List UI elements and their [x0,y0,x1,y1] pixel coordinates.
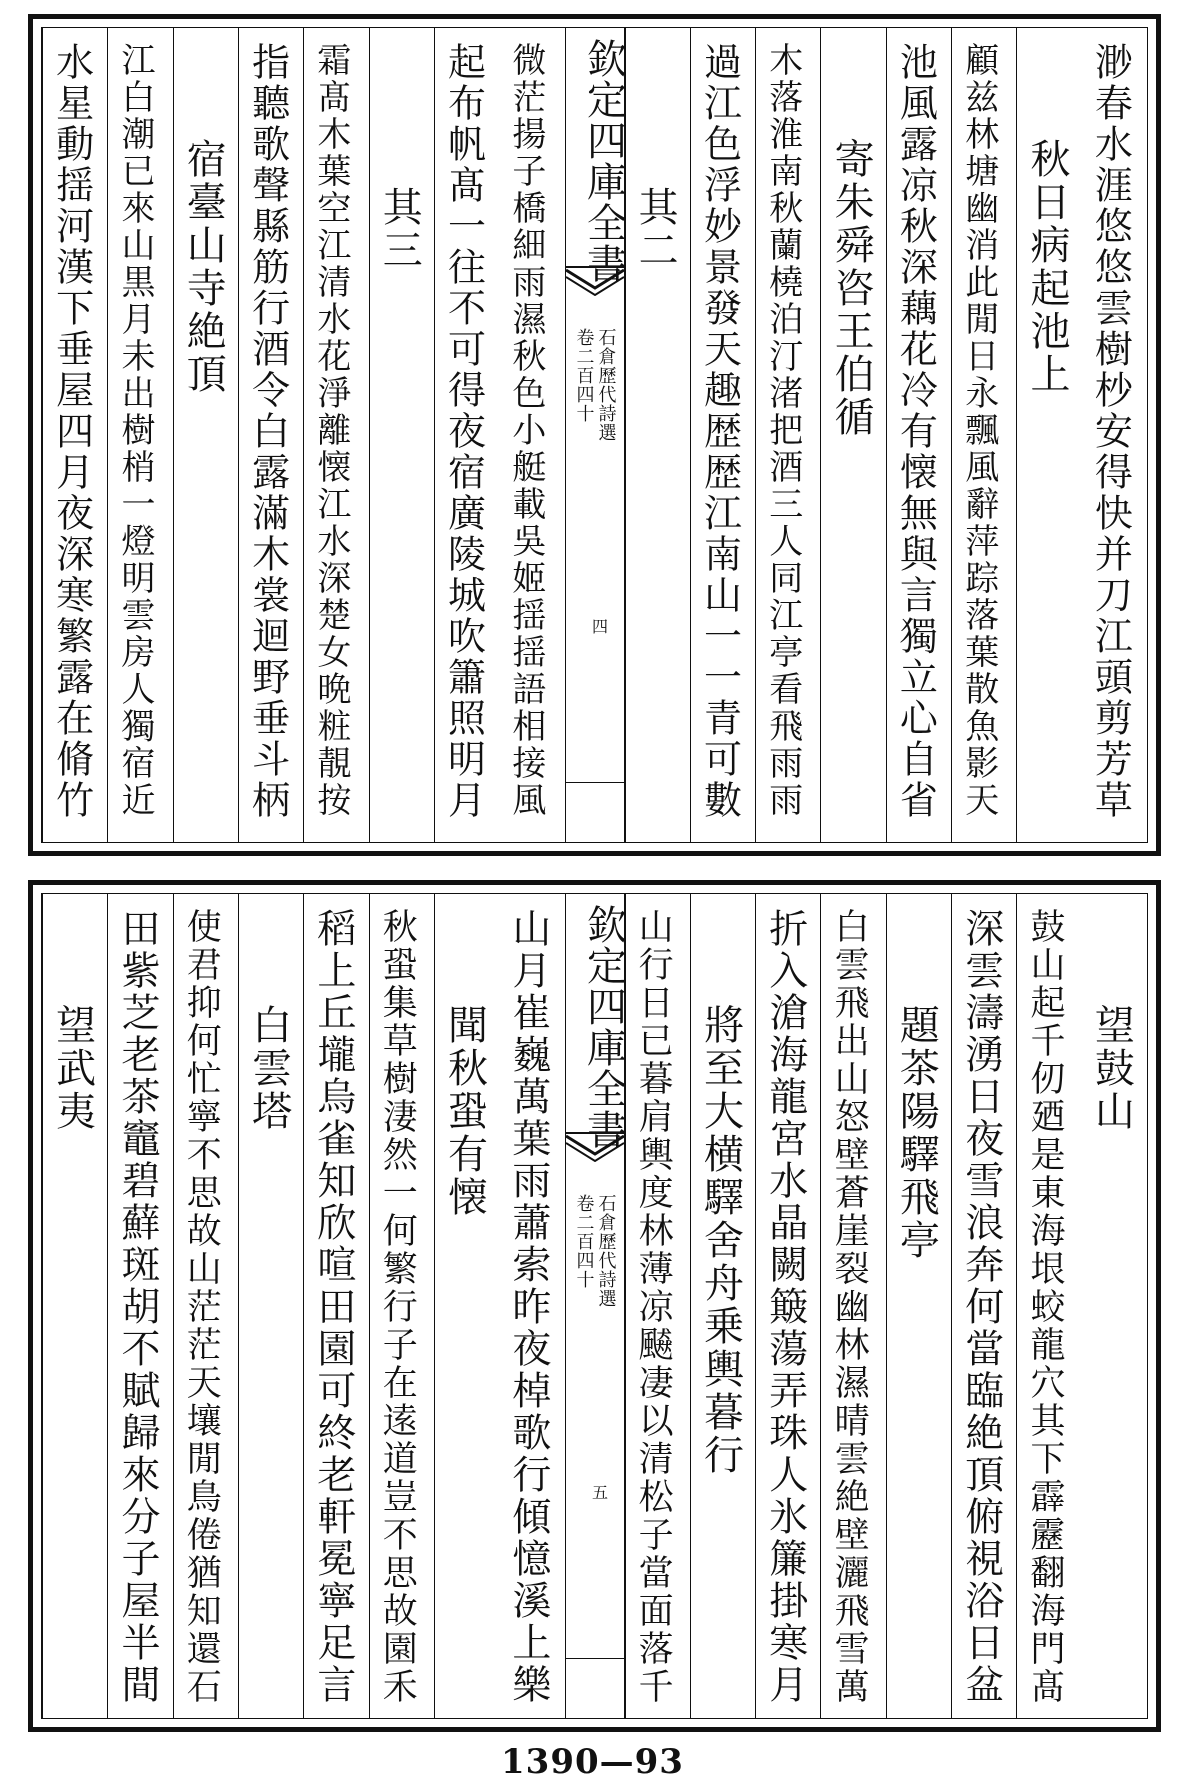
page-number: 1390—93 [501,1742,684,1782]
text-column [238,894,303,1718]
page-top [28,14,1161,856]
poem-title: 寄朱舜咨王伯循 [828,138,875,439]
text-column [107,894,172,1718]
text-column [238,28,303,842]
poem-title: 將至大横驛舍舟乗輿暮行 [697,1004,744,1477]
text-column [755,28,820,842]
fishtail-mark [566,1132,624,1164]
poem-line: 指聽歌聲縣筋行酒令白露滿木裳迴野垂斗柄 [245,42,290,821]
collection-header: 欽定四庫全書 [580,38,627,284]
poem-line: 山月崔巍萬葉雨蕭索昨夜棹歌行傾憶溪上樂 [505,908,551,1706]
book-title: 石倉歷代詩選 [595,328,617,442]
poem-line: 白雲飛出山怒壁蒼崖裂幽林濕晴雲絶壁灑飛雪萬 [829,908,870,1706]
collection-header: 欽定四庫全書 [580,904,627,1150]
text-column [369,894,434,1718]
text-column [625,894,690,1718]
text-column [173,894,238,1718]
page-bottom [28,880,1161,1732]
poem-title: 其三 [376,186,423,272]
volume-number: 卷二百四十 [573,1194,595,1289]
text-column [303,28,368,842]
poem-title: 其二 [632,186,679,272]
book-title: 石倉歷代詩選 [595,1194,617,1308]
center-fold-column [565,894,625,1718]
poem-line: 深雲濤湧日夜雪浪奔何當臨絶頂俯視浴日盆 [958,908,1004,1706]
poem-title: 望武夷 [49,1004,96,1133]
text-column [690,894,755,1718]
text-column [434,894,499,1718]
text-column [369,28,434,842]
text-column [434,28,499,842]
text-column [886,28,951,842]
text-column [303,894,368,1718]
poem-line: 田紫芝老茶竈碧蘚斑胡不賦歸來分子屋半間 [114,908,160,1706]
poem-title: 白雲塔 [245,1004,292,1133]
text-column [107,28,172,842]
text-column [1082,28,1147,842]
text-column [1082,894,1147,1718]
poem-line: 霜髙木葉空江清水花淨離懐江水深楚女晩粧靚按 [310,42,351,819]
poem-line: 起布帆髙一往不可得夜宿廣陵城吹簫照明月 [441,42,486,821]
fishtail-mark [566,266,624,298]
poem-line: 過江色浮妙景發天趣歴歴江南山一一青可數 [697,42,742,821]
poem-line: 稻上丘壠烏雀知欣喧田園可終老軒冕寧足言 [310,908,356,1706]
text-column [951,894,1016,1718]
text-column [1016,28,1081,842]
poem-line: 秋蛩集草樹淒然一何繁行子在逺道豈不思故園禾 [377,908,418,1706]
text-column [820,894,885,1718]
poem-line: 木落淮南秋蘭橈泊汀渚把酒三人同江亭看飛雨雨 [762,42,803,819]
center-rule [566,782,624,783]
text-column [690,28,755,842]
text-column [42,28,107,842]
text-column [820,28,885,842]
volume-number: 卷二百四十 [573,328,595,423]
poem-line: 鼓山起千仞廼是東海垠蛟龍穴其下霹靂翻海門髙 [1025,908,1066,1706]
folio-number: 五 [589,1484,609,1500]
text-column [499,28,564,842]
text-column [625,28,690,842]
poem-line: 山行日已暮肩輿度林薄凉飇凄以清松子當面落千 [633,908,674,1706]
text-column [173,28,238,842]
poem-line: 渺春水涯悠悠雲樹杪安得快并刀江頭剪芳草 [1088,42,1133,821]
poem-title: 聞秋蛩有懐 [441,1004,488,1219]
poem-line: 水星動揺河漢下垂屋四月夜深寒繁露在脩竹 [49,42,94,821]
poem-line: 微茫揚子橋細雨濕秋色小艇載吳姬揺揺語相接風 [505,42,546,819]
text-column [886,894,951,1718]
poem-title: 秋日病起池上 [1024,138,1071,396]
poem-line: 使君抑何忙寧不思故山茫茫天壤閒鳥倦猶知還石 [181,908,222,1706]
poem-title: 宿臺山寺絶頂 [180,138,227,396]
poem-line: 折入滄海龍宮水晶闕簸蕩弄珠人氷簾掛寒月 [762,908,808,1706]
poem-title: 望鼓山 [1088,1004,1135,1133]
poem-line: 江白潮已來山黒月未出樹梢一燈明雲房人獨宿近 [114,42,155,819]
text-column [499,894,564,1718]
center-rule [566,1658,624,1659]
page-frame [41,893,1148,1719]
text-column [755,894,820,1718]
text-column [951,28,1016,842]
text-column [42,894,107,1718]
page-frame [41,27,1148,843]
text-column [1016,894,1081,1718]
poem-line: 池風露凉秋深藕花冷有懐無與言獨立心自省 [893,42,938,821]
center-fold-column [565,28,625,842]
poem-line: 顧兹林塘幽消此閒日永飄風辭萍踪落葉散魚影天 [958,42,999,819]
folio-number: 四 [589,618,609,634]
poem-title: 題茶陽驛飛亭 [893,1004,940,1262]
